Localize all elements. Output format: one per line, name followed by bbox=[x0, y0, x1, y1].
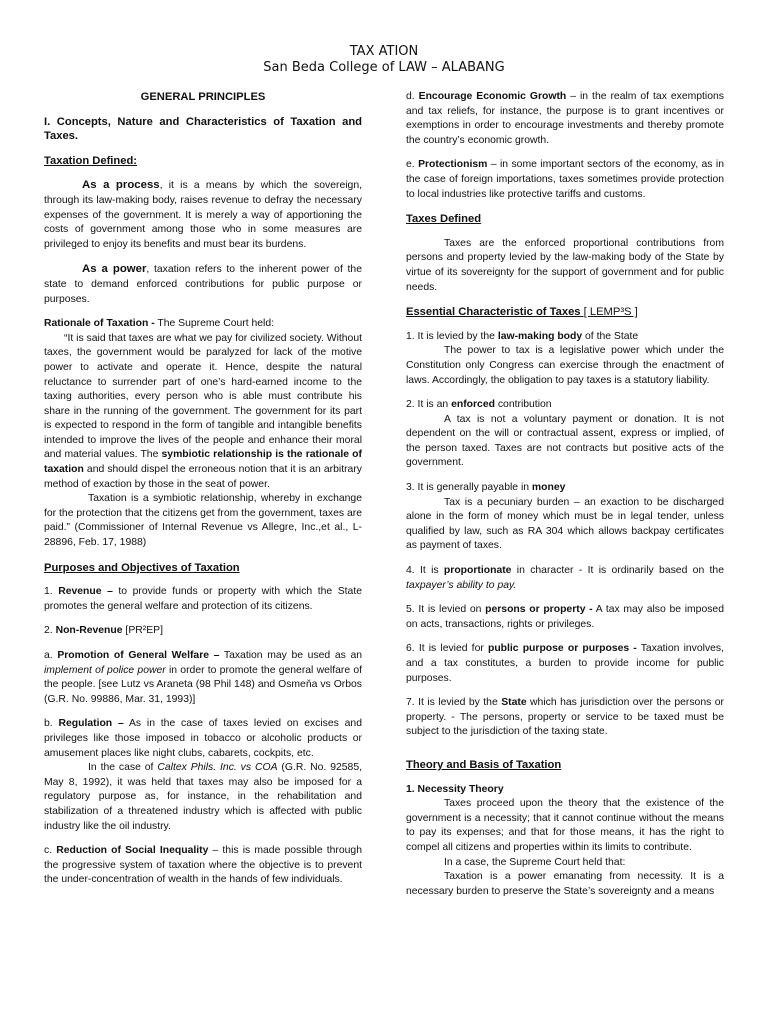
char-4-run: proportionate bbox=[443, 565, 512, 577]
non-revenue-item-run: Non-Revenue bbox=[55, 625, 123, 637]
char-3-text bbox=[406, 496, 724, 554]
rationale-quote-run: and should dispel the erroneous notion that it is an arbitrary method of exaction by those in the seat of power. bbox=[44, 464, 362, 490]
general-principles-heading bbox=[44, 90, 362, 105]
char-3 bbox=[406, 481, 724, 496]
revenue-item-run: to provide funds or property with which the State promotes the general welfare and protection of its citizens. bbox=[44, 586, 362, 612]
char-1-run: law-making body bbox=[497, 330, 583, 342]
taxation-power-text-run: Taxation is a power emanating from necessity. It is a necessary burden to preserve the State’s sovereignty and a means bbox=[406, 871, 724, 897]
necessity-theory-heading bbox=[406, 783, 724, 798]
right-column bbox=[406, 90, 724, 899]
caltex-paragraph bbox=[44, 761, 362, 834]
as-a-process-paragraph-run: , it is a means by which the sovereign, through its law-making body, raises revenue to defray the necessary expenses of the government. It is merely a way of apportioning the costs of government among those who in some measures are privileged to enjoy its benefits and must bear its burdens. bbox=[44, 180, 362, 250]
char-1 bbox=[406, 330, 724, 345]
economic-growth-item-run: d. bbox=[406, 91, 419, 102]
char-2-run: enforced bbox=[451, 399, 495, 411]
economic-growth-item bbox=[406, 90, 724, 148]
non-revenue-item bbox=[44, 624, 362, 639]
char-6 bbox=[406, 642, 724, 686]
char-3-text-run: Tax is a pecuniary burden – an exaction to be discharged alone in the form of money which must be in legal tender, unless qualified by law, such as RA 304 which allows backpay certificates as payment of taxes. bbox=[406, 496, 724, 552]
social-inequality-item-run: – this is made possible through the progressive system of taxation where the objective is to prevent the under-concentration of wealth in the hands of few individuals. bbox=[44, 845, 362, 886]
as-a-power-paragraph-run: As a power bbox=[82, 263, 147, 276]
general-welfare-item-run: implement of police power bbox=[44, 664, 166, 676]
char-1-text bbox=[406, 344, 724, 388]
essential-characteristics-heading bbox=[406, 305, 724, 320]
economic-growth-item-run: – in the realm of tax exemptions and tax reliefs, for instance, the purpose is to grant incentives or exemptions in order to encourage investments and thereby promote the country’s economic growth. bbox=[406, 91, 724, 146]
taxes-defined-paragraph-run: Taxes are the enforced proportional contributions from persons and property levied by the law-making body of the State by virtue of its sovereignty for the support of government and for public needs. bbox=[406, 237, 724, 293]
revenue-item-run: 1. bbox=[44, 586, 59, 598]
revenue-item-run: Revenue – bbox=[58, 586, 113, 598]
general-welfare-item-run: Promotion of General Welfare – bbox=[57, 650, 220, 661]
char-1-text-run: The power to tax is a legislative power which under the Constitution only Congress can exercise through the enactment of laws. Accordingly, the obligation to pay taxes is a statutory liability. bbox=[406, 345, 724, 386]
necessity-theory-text-run: Taxes proceed upon the theory that the existence of the government is a necessity; that it cannot continue without the means to pay its expenses; and that for those means, it has the right to compel all citizens and properties within its limits to contribute. bbox=[406, 798, 724, 853]
char-4-run: 4. It is bbox=[406, 565, 444, 577]
taxation-defined-heading-run: Taxation Defined: bbox=[44, 154, 138, 167]
general-welfare-item bbox=[44, 649, 362, 707]
char-3-run: 3. It is generally payable in bbox=[406, 482, 532, 494]
char-7-run: which has jurisdiction over the persons or property. - The persons, property or service to be taxed must be subject to the jurisdiction of the taxing state. bbox=[406, 697, 724, 738]
char-4 bbox=[406, 564, 724, 593]
char-5 bbox=[406, 603, 724, 632]
char-4-run: in character - It is ordinarily based on the bbox=[511, 565, 724, 577]
general-welfare-item-run: a. bbox=[44, 650, 58, 661]
symbiotic-paragraph-run: Taxation is a symbiotic relationship, whereby in exchange for the protection that the citizens get from the government, taxes are paid.” (Commissioner of Internal Revenue vs Allegre, Inc.,et al., L-28896, Feb. 17, 1988) bbox=[44, 493, 362, 549]
supreme-court-held-run: In a case, the Supreme Court held that: bbox=[444, 856, 626, 868]
left-column bbox=[44, 90, 362, 898]
char-1-run: 1. It is levied by the bbox=[406, 330, 498, 342]
theory-heading bbox=[406, 758, 724, 773]
rationale-quote-run: “It is said that taxes are what we pay for civilized society. Without taxes, the government would be paralyzed for lack of the motive power to activate and operate it. Hence, despite the natural reluctance to surrender part of one’s hard-earned income to the taxing authorities, every person who is able must contribute his share in the running of the government. The government for its part is expected to respond in the form of tangible and intangible benefits intended to improve the lives of the people and enhance their moral and material values. The bbox=[44, 332, 362, 461]
caltex-paragraph-run: Caltex Phils. Inc. vs COA bbox=[157, 762, 278, 774]
char-2-run: 2. It is an bbox=[406, 399, 452, 411]
caltex-paragraph-run: In the case of bbox=[88, 762, 158, 774]
as-a-process-paragraph bbox=[44, 178, 362, 252]
general-welfare-item-run: Taxation may be used as an bbox=[219, 650, 363, 661]
char-6-run: public purpose or purposes - bbox=[487, 643, 637, 655]
regulation-item-run: b. bbox=[44, 718, 59, 730]
taxes-defined-heading bbox=[406, 212, 724, 227]
taxation-power-text bbox=[406, 870, 724, 899]
caltex-paragraph-run: (G.R. No. 92585, May 8, 1992), it was held that taxes may also be imposed for a regulatory purpose as, for instance, in the rehabilitation and stabilization of a threatened industry which is affected with public industry like the oil industry. bbox=[44, 762, 362, 832]
char-2-text bbox=[406, 413, 724, 471]
rationale-quote bbox=[44, 332, 362, 493]
as-a-process-paragraph-run: As a process bbox=[82, 179, 160, 192]
document-title: TAX ATION bbox=[349, 44, 419, 59]
revenue-item bbox=[44, 585, 362, 614]
char-7-run: State bbox=[501, 697, 527, 709]
non-revenue-item-run: [PR²EP] bbox=[122, 625, 163, 637]
necessity-theory-heading-run: 1. Necessity Theory bbox=[406, 783, 504, 795]
taxes-defined-paragraph bbox=[406, 237, 724, 295]
rationale-label bbox=[44, 317, 362, 332]
protectionism-item bbox=[406, 158, 724, 202]
char-1-run: of the State bbox=[582, 330, 639, 342]
general-principles-heading-run: GENERAL PRINCIPLES bbox=[140, 91, 266, 103]
char-2 bbox=[406, 398, 724, 413]
char-3-run: money bbox=[531, 482, 566, 494]
rationale-quote-run: symbiotic relationship is the rationale of taxation bbox=[44, 449, 362, 476]
char-5-run: persons or property - bbox=[485, 604, 593, 616]
theory-heading-run: Theory and Basis of Taxation bbox=[406, 758, 562, 771]
social-inequality-item-run: Reduction of Social Inequality bbox=[56, 845, 209, 857]
section-i-heading bbox=[44, 115, 362, 144]
char-2-text-run: A tax is not a voluntary payment or donation. It is not dependent on the will or contractual assent, express or implied, of the person taxed. Taxes are not contracts but positive acts of the government. bbox=[406, 413, 724, 469]
essential-characteristics-heading-run: Essential Characteristic of Taxes bbox=[406, 306, 581, 319]
regulation-item-run: As in the case of taxes levied on excises and privileges like those imposed in tobacco or alcoholic products or amusement places like night clubs, cabarets, cockpits, etc. bbox=[44, 718, 362, 759]
protectionism-item-run: – in some important sectors of the economy, as in the case of foreign importations, taxes sometimes provide protection to local industries like protective tariffs and customs. bbox=[406, 159, 724, 200]
symbiotic-paragraph bbox=[44, 492, 362, 550]
essential-characteristics-heading-run: [ LEMP³S ] bbox=[580, 306, 638, 319]
purposes-heading-run: Purposes and Objectives of Taxation bbox=[44, 561, 240, 574]
protectionism-item-run: Protectionism bbox=[418, 159, 488, 171]
regulation-item bbox=[44, 717, 362, 761]
char-6-run: 6. It is levied for bbox=[406, 643, 488, 655]
char-5-run: 5. It is levied on bbox=[406, 604, 486, 616]
document-header bbox=[0, 44, 768, 76]
char-2-run: contribution bbox=[494, 399, 552, 411]
rationale-label-run: The Supreme Court held: bbox=[154, 318, 275, 330]
supreme-court-held bbox=[406, 856, 724, 871]
economic-growth-item-run: Encourage Economic Growth bbox=[418, 91, 567, 102]
char-7-run: 7. It is levied by the bbox=[406, 697, 502, 709]
document-subtitle: San Beda College of LAW – ALABANG bbox=[263, 60, 505, 75]
as-a-power-paragraph-run: , taxation refers to the inherent power of the state to demand enforced contributions for public purpose or purposes. bbox=[44, 264, 362, 305]
non-revenue-item-run: 2. bbox=[44, 625, 56, 637]
rationale-label-run: Rationale of Taxation - bbox=[44, 318, 155, 330]
purposes-heading bbox=[44, 561, 362, 576]
social-inequality-item bbox=[44, 844, 362, 888]
char-5-run: A tax may also be imposed on acts, transactions, rights or privileges. bbox=[406, 604, 724, 630]
necessity-theory-text bbox=[406, 797, 724, 855]
char-7 bbox=[406, 696, 724, 740]
protectionism-item-run: e. bbox=[406, 159, 419, 171]
as-a-power-paragraph bbox=[44, 262, 362, 307]
general-welfare-item-run: in order to promote the general welfare of the people. [see Lutz vs Araneta (98 Phil 148) and Osmeňa vs Orbos (G.R. No. 99886, Mar. 31, 1993)] bbox=[44, 664, 362, 705]
taxation-defined-heading bbox=[44, 154, 362, 169]
section-i-heading-run: I. Concepts, Nature and Characteristics of Taxation and Taxes. bbox=[44, 115, 362, 143]
char-4-run: taxpayer’s ability to pay. bbox=[406, 579, 517, 591]
regulation-item-run: Regulation – bbox=[58, 718, 124, 730]
taxes-defined-heading-run: Taxes Defined bbox=[406, 213, 482, 226]
char-6-run: Taxation involves, and a tax constitutes, a burden to provide income for public purposes. bbox=[406, 643, 725, 684]
social-inequality-item-run: c. bbox=[44, 845, 57, 857]
